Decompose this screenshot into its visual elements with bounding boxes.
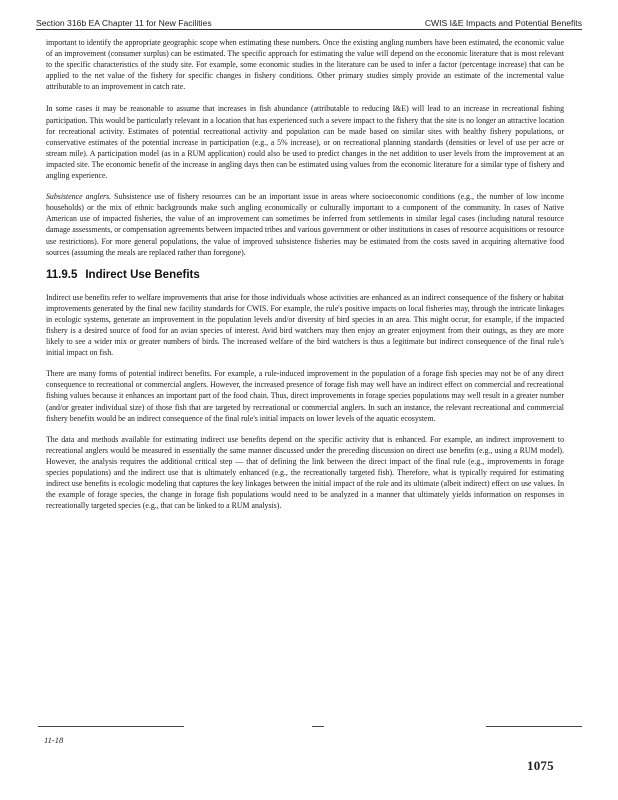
footer-rule-mid [312, 726, 324, 727]
paragraph-3 [46, 191, 564, 258]
paragraph-1: important to identify the appropriate geographic scope when estimating these numbers. Once the existing angling numbers have been estimated, the economic value of an improvement (consumer surplus) can be estimated. The specific approach for estimating the value will depend on the economic literature that is most relevant to the specific characteristics of the study site. For example, some economic studies in the literature can be used to infer a factor (percentage increase) that can be applied to the net value of the fishery for specific changes in fishery conditions. Other primary studies simply provide an estimate of the incremental value attributable to an improvement in catch rate. [46, 38, 564, 92]
paragraph-3-lead: Subsistence anglers. [46, 192, 112, 202]
section-heading [46, 268, 564, 282]
footer-rule-left [38, 726, 184, 727]
paragraph-2: In some cases it may be reasonable to assume that increases in fish abundance (attributable to reducing I&E) will lead to an increase in recreational fishing participation. This would be particularly relevant in a location that has experienced such a severe impact to the fishery that the site is no longer an attractive location for recreational activity. Estimates of potential recreational activity and population can be made based on similar sites with healthy fishery populations, or conservative estimates of the potential increase in participation (e.g., a 5% increase), or on recreational planning standards (densities or level of use per acre or stream mile). A participation model (as in a RUM application) could also be used to predict changes in the net addition to user levels from the improvement at an impacted site. The economic benefit of the increase in angling days then can be estimated using values from the economic literature for a similar type of fishery and angling experience. [46, 104, 564, 181]
footer-rule-right [486, 726, 582, 727]
paragraph-3-text: Subsistence use of fishery resources can be an important issue in areas where socioeconomic conditions (e.g., the number of low income households) or the mix of ethnic backgrounds make such angling economically or culturally important to a component of the community. In cases of Native American use of impacted fisheries, the value of an improvement can sometimes be inferred from settlements in similar legal cases (including natural resource damage assessments, or compensation agreements between impacted tribes and various government or other institutions in cases of resource acquisitions or resource use restrictions). For more general populations, the value of improved subsistence fisheries may be estimated from the costs saved in acquiring alternative food sources (assuming the meals are replaced rather than foregone). [46, 192, 564, 257]
header-right-text: CWIS I&E Impacts and Potential Benefits [424, 18, 582, 28]
header-left-text: Section 316b EA Chapter 11 for New Facilities [36, 18, 212, 28]
paragraph-4: Indirect use benefits refer to welfare improvements that arise for those individuals whose activities are enhanced as an indirect consequence of the fishery or habitat improvements generated by the final new facility standards for CWIS. For example, the rule's positive impacts on local fisheries may, through the intricate linkages in ecologic systems, generate an improvement in the population levels and/or diversity of bird species in an area. This might occur, for example, if the impacted fishery is a desired source of food for an avian species of interest. Avid bird watchers may then enjoy an greater enjoyment from their outings, as they are more likely to see a wider mix or greater numbers of birds. The increased welfare of the bird watchers is thus a legitimate but indirect consequence of the final rule's initial impact on fish. [46, 292, 564, 358]
header-rule [36, 29, 582, 30]
running-header [36, 12, 582, 28]
paragraph-6: The data and methods available for estimating indirect use benefits depend on the specific activity that is enhanced. For example, an indirect improvement to recreational anglers would be measured in essentially the same manner discussed under the preceding discussion on direct use benefits (e.g., using a RUM model). However, the analysis requires the additional critical step — that of defining the link between the direct impact of the final rule (e.g., improvements in forage species populations) and the indirect use that is ultimately enhanced (e.g., the recreationally targeted fish). Therefore, what is typically required for estimating indirect use benefits is ecologic modeling that captures the key linkages between the initial impact of the rule and its ultimate (albeit indirect) effect on use values. In the example of forage species, the change in forage fish populations would need to be analyzed in a manner that ultimately yields information on responses in recreationally targeted species (e.g., that can be linked to a RUM analysis). [46, 434, 564, 511]
bates-stamp: 1075 [527, 758, 554, 773]
paragraph-5: There are many forms of potential indirect benefits. For example, a rule-induced improvement in the population of a forage fish species may not be of any direct consequence to recreational or commercial anglers. However, the increased presence of forage fish may well have an indirect effect on commercial and recreational fishing values because it enhances an important part of the food chain. Thus, direct improvements in forage species populations may well result in a greater number (and/or greater individual size) of those fish that are targeted by recreational or commercial anglers. In such an instance, the relevant recreational and commercial fishery benefits would be an indirect consequence of the final rule's initial impacts on lower levels of the aquatic ecosystem. [46, 369, 564, 423]
section-title: Indirect Use Benefits [85, 268, 200, 281]
footer-page-number: 11-18 [44, 735, 64, 745]
document-body [46, 37, 564, 521]
section-number: 11.9.5 [46, 268, 78, 281]
